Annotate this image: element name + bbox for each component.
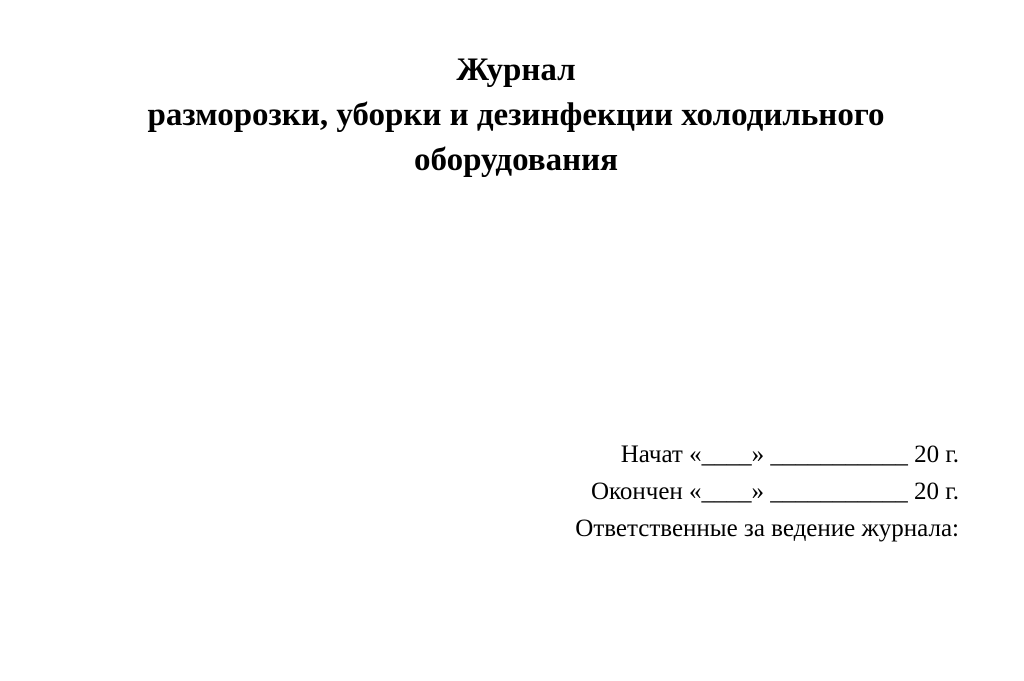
ended-date-line: Окончен «____» ___________ 20 г. <box>590 478 959 505</box>
title-line-subject: разморозки, уборки и дезинфекции холодильного <box>147 97 885 133</box>
title-line-journal: Журнал <box>456 52 576 88</box>
title-line-equipment: оборудования <box>414 142 618 178</box>
started-date-line: Начат «____» ___________ 20 г. <box>620 441 959 468</box>
journal-meta <box>575 436 959 547</box>
responsible-persons-label: Ответственные за ведение журнала: <box>575 515 959 542</box>
document-title <box>0 48 1024 183</box>
